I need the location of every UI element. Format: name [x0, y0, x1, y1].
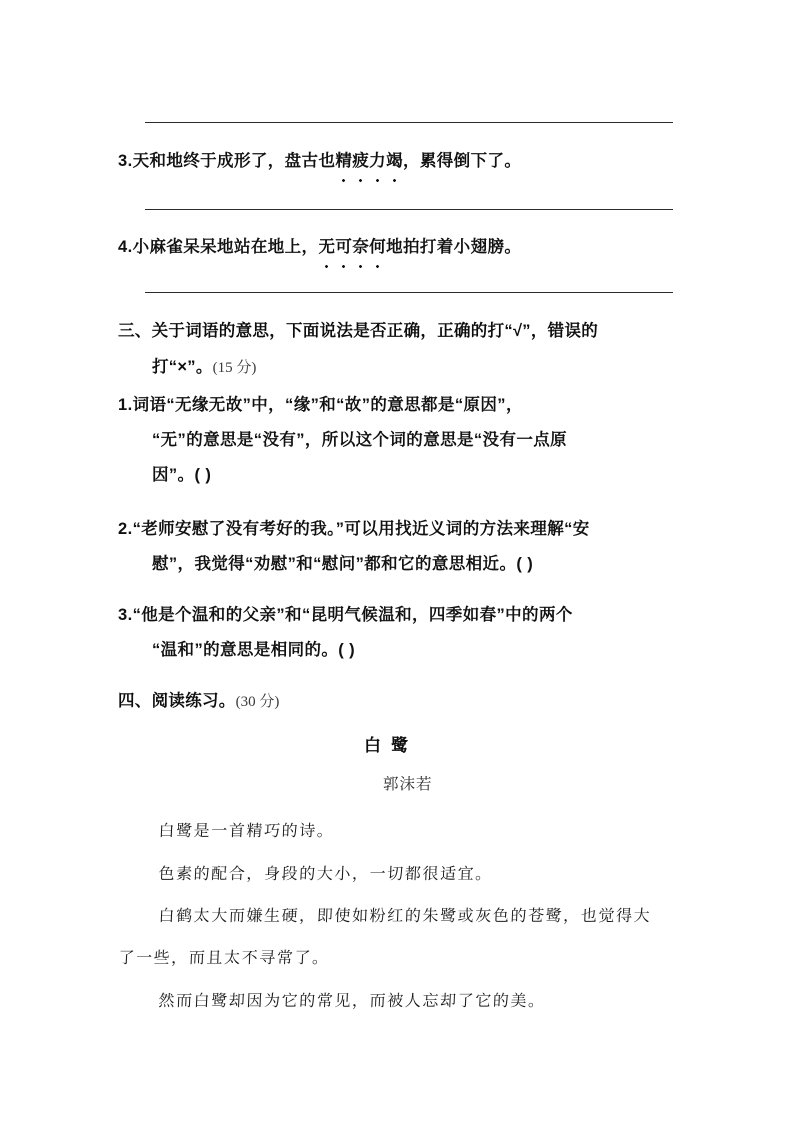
- section-three-heading-line-2: [152, 352, 256, 383]
- passage-text: 然而白鹭却因为它的常见，而被人忘却了它的美。: [158, 993, 546, 1010]
- passage-title: [364, 731, 418, 756]
- emphasis-word-jingpilijie: 精疲力竭: [335, 146, 403, 176]
- section-three-item-2-line-1: [118, 514, 590, 544]
- section-three-item-1-line-3: [152, 460, 211, 490]
- section-three-item-3-line-1: [118, 600, 573, 630]
- item-number: 1: [118, 396, 128, 414]
- item-number-separator: .: [127, 520, 133, 538]
- section-three-item-1-line-1: [118, 390, 523, 420]
- item-text-with-answer-bracket[interactable]: 因”。( ): [152, 466, 212, 484]
- passage-paragraph-3-line-2: [118, 945, 330, 968]
- question-text-before-emphasis: 天和地终于成形了，盘古也: [132, 152, 336, 170]
- emphasis-word-wukenaihe: 无可奈何: [318, 232, 386, 262]
- passage-text: 白鹤太大而嫌生硬，即使如粉红的朱鹭或灰色的苍鹭，也觉得大: [158, 908, 652, 925]
- question-text-after-emphasis: 地拍打着小翅膀。: [386, 238, 522, 256]
- rewrite-question-3: [118, 146, 521, 176]
- item-number-separator: .: [127, 396, 133, 414]
- item-number: 2: [118, 520, 128, 538]
- passage-text: 了一些，而且太不寻常了。: [118, 950, 330, 967]
- rewrite-question-4: [118, 232, 521, 262]
- question-number-separator: .: [127, 152, 133, 170]
- answer-line-question-4[interactable]: [145, 292, 673, 293]
- section-three-score: (15 分): [212, 360, 257, 376]
- section-four-heading-text: 四、阅读练习。: [118, 692, 236, 710]
- passage-author: [383, 772, 433, 794]
- item-text: 词语“无缘无故”中，“缘”和“故”的意思都是“原因”，: [132, 396, 523, 414]
- passage-paragraph-2: [158, 861, 493, 884]
- passage-paragraph-1: [158, 818, 335, 841]
- question-text-before-emphasis: 小麻雀呆呆地站在地上，: [132, 238, 319, 256]
- item-number: 3: [118, 606, 128, 624]
- section-three-heading-text: 三、关于词语的意思，下面说法是否正确，正确的打“√”，错误的: [118, 322, 599, 340]
- section-four-heading: [118, 686, 279, 717]
- section-three-item-1-line-2: [152, 425, 567, 455]
- question-text-after-emphasis: ，累得倒下了。: [402, 152, 522, 170]
- item-text: “无”的意思是“没有”，所以这个词的意思是“没有一点原: [152, 431, 568, 449]
- passage-text: 白鹭是一首精巧的诗。: [158, 823, 335, 840]
- section-three-heading-line-1: [118, 316, 598, 346]
- answer-line-question-3[interactable]: [145, 209, 673, 210]
- answer-line-question-2[interactable]: [145, 122, 673, 123]
- question-number: 3: [118, 152, 128, 170]
- question-number: 4: [118, 238, 128, 256]
- item-text-with-answer-bracket[interactable]: 慰”，我觉得“劝慰”和“慰问”都和它的意思相近。( ): [152, 555, 534, 573]
- item-text-with-answer-bracket[interactable]: “温和”的意思是相同的。( ): [152, 641, 356, 659]
- section-three-item-2-line-2: [152, 549, 533, 579]
- section-three-item-3-line-2: [152, 635, 355, 665]
- item-text: “他是个温和的父亲”和“昆明气候温和，四季如春”中的两个: [132, 606, 573, 624]
- item-text: “老师安慰了没有考好的我。”可以用找近义词的方法来理解“安: [132, 520, 590, 538]
- passage-paragraph-4: [158, 988, 546, 1011]
- section-three-heading-continuation: 打“×”。: [152, 358, 213, 376]
- item-number-separator: .: [127, 606, 133, 624]
- section-four-score: (30 分): [235, 694, 280, 710]
- question-number-separator: .: [127, 238, 133, 256]
- passage-text: 色素的配合，身段的大小，一切都很适宜。: [158, 866, 494, 883]
- passage-author-text: 郭沫若: [383, 776, 433, 793]
- passage-paragraph-3-line-1: [158, 903, 652, 926]
- passage-title-text: 白鹭: [364, 736, 418, 755]
